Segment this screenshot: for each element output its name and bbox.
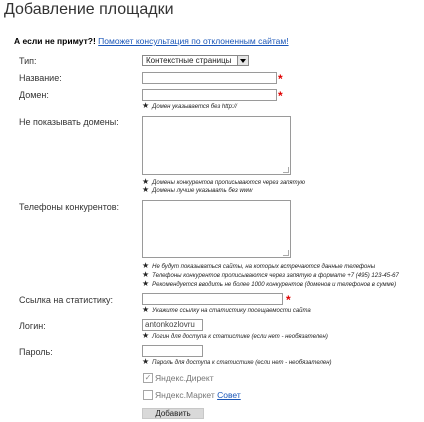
advice-link[interactable]: Совет [217, 390, 241, 400]
password-label: Пароль: [19, 347, 53, 357]
star-icon: ★ [142, 279, 150, 288]
hide-domains-note: ★ Домены лучше указывать без www [142, 185, 253, 194]
stats-link-required-mark: * [286, 293, 291, 307]
star-icon: ★ [142, 331, 150, 340]
domain-label: Домен: [19, 90, 49, 100]
star-icon: ★ [142, 270, 150, 279]
star-icon: ★ [142, 101, 150, 110]
phones-note: ★ Не будут показываться сайты, на которых встречаются данные телефоны [142, 261, 376, 270]
star-icon: ★ [142, 177, 150, 186]
name-label: Название: [19, 73, 62, 83]
type-label: Тип: [19, 56, 37, 66]
domain-input[interactable] [142, 89, 277, 101]
page-title: Добавление площадки [4, 1, 174, 18]
name-required-mark: * [278, 72, 283, 86]
password-note: ★ Пароль для доступа к статистике (если нет - необязателен) [142, 357, 332, 366]
login-label: Логин: [19, 321, 46, 331]
yandex-market-checkbox[interactable] [143, 390, 153, 400]
yandex-market-label: Яндекс.Маркет [155, 390, 215, 400]
yandex-direct-label: Яндекс.Директ [155, 373, 214, 383]
domain-note: ★ Домен указывается без http:// [142, 101, 237, 110]
star-icon: ★ [142, 261, 150, 270]
star-icon: ★ [142, 305, 150, 314]
login-input[interactable]: antonkozlovru [142, 319, 203, 331]
stats-link-label: Ссылка на статистику: [19, 295, 114, 305]
domain-required-mark: * [278, 89, 283, 103]
chevron-down-icon[interactable] [237, 56, 248, 65]
phones-textarea[interactable] [142, 200, 291, 258]
stats-link-input[interactable] [142, 293, 283, 305]
login-note: ★ Логин для доступа к статистике (если нет - необязателен) [142, 331, 328, 340]
phones-label: Телефоны конкурентов: [19, 202, 120, 212]
name-input[interactable] [142, 72, 277, 84]
password-input[interactable] [142, 345, 203, 357]
type-select[interactable] [142, 55, 249, 66]
resize-grip-icon[interactable] [283, 167, 289, 173]
hide-domains-textarea[interactable] [142, 116, 291, 175]
hide-domains-note: ★ Домены конкурентов прописываются через запятую [142, 177, 305, 186]
hide-domains-label: Не показывать домены: [19, 117, 119, 127]
resize-grip-icon[interactable] [283, 250, 289, 256]
phones-note: ★ Рекомендуется вводить не более 1000 конкурентов (доменов и телефонов в сумме) [142, 279, 397, 288]
add-button[interactable]: Добавить [142, 408, 204, 419]
phones-note: ★ Телефоны конкурентов прописываются через запятую в формате +7 (495) 123-45-67 [142, 270, 399, 279]
yandex-direct-checkbox[interactable]: ✓ [144, 373, 152, 382]
star-icon: ★ [142, 357, 150, 366]
stats-link-note: ★ Укажите ссылку на статистику посещаемости сайта [142, 305, 311, 314]
type-select-value: Контекстные страницы [146, 56, 232, 65]
help-line [14, 36, 289, 46]
consultation-link[interactable]: Поможет консультация по отклоненным сайтам! [98, 36, 289, 46]
help-question: А если не примут?! [14, 36, 96, 46]
star-icon: ★ [142, 185, 150, 194]
yandex-market-label-group [155, 390, 241, 400]
